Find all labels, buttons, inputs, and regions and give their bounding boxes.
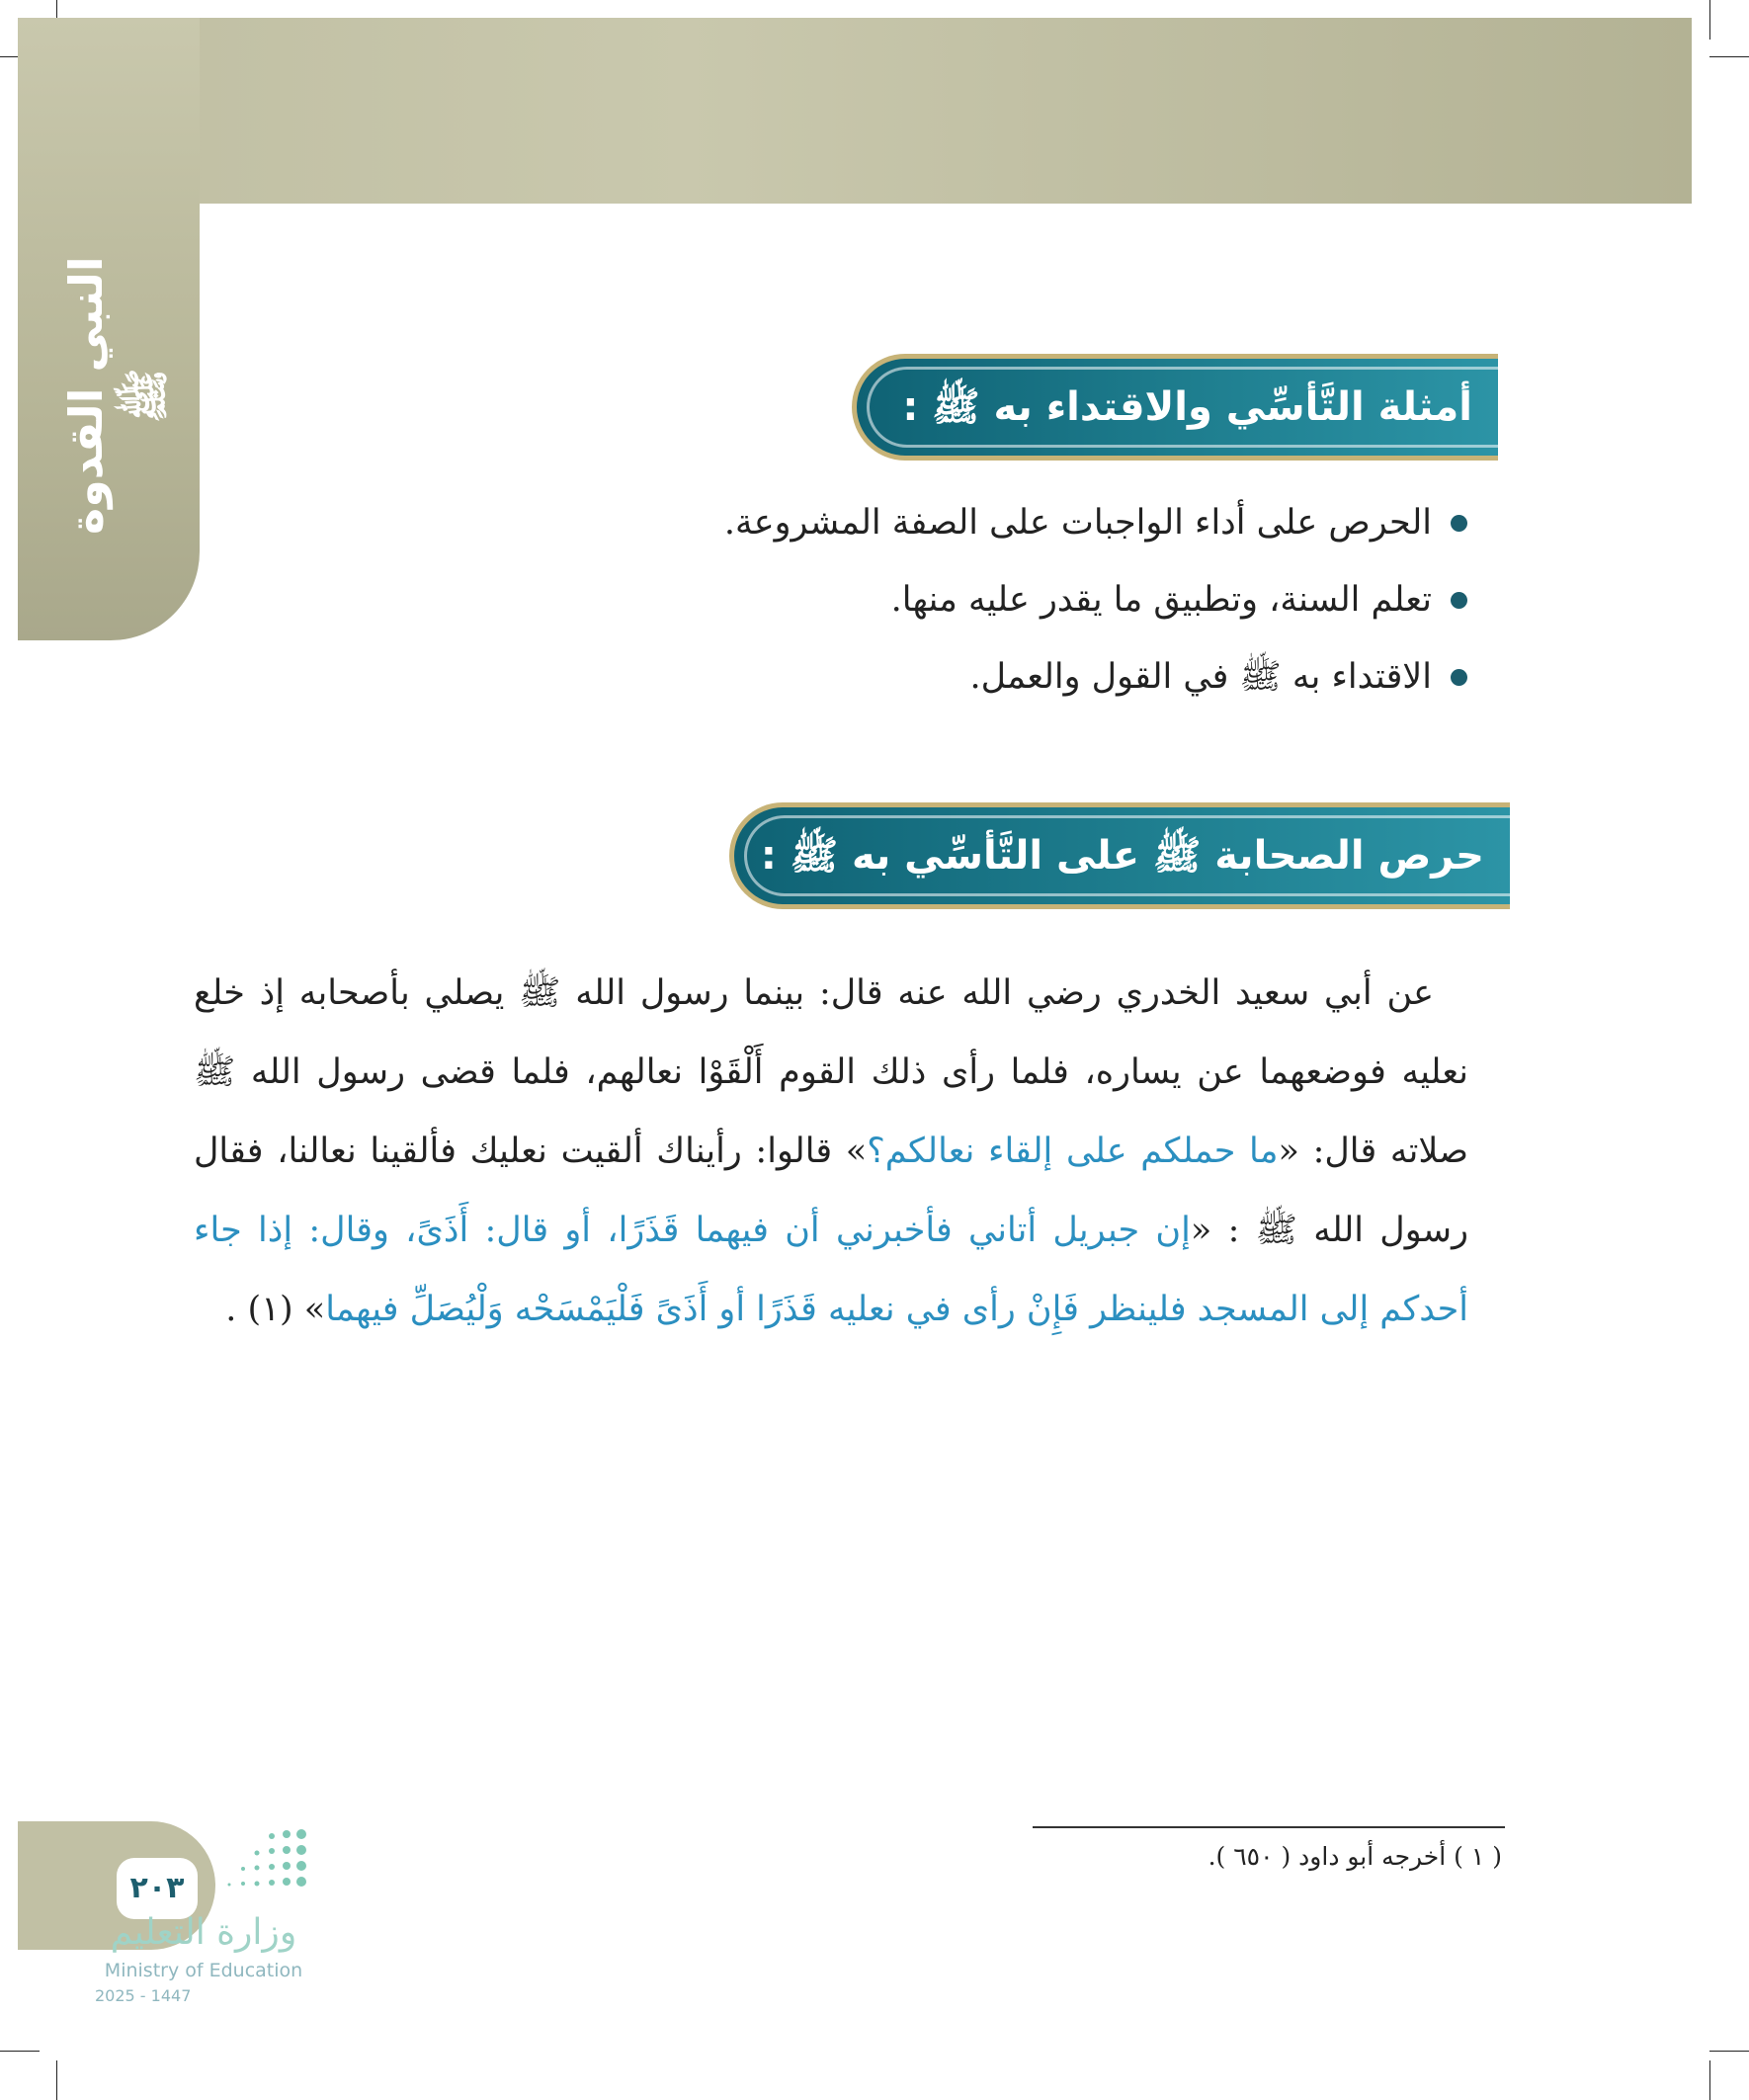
- list-item-text: تعلم السنة، وتطبيق ما يقدر عليه منها.: [890, 580, 1432, 620]
- paragraph-text: عن أبي سعيد الخدري رضي الله عنه قال: بينما رسول الله ﷺ يصلي بأصحابه إذ خلع نعليه فوضعهما عن يساره، فلما رأى ذلك القوم أَلْقَوْا نعالهم، فلما قضى رسول الله ﷺ صلاته قال: «: [194, 973, 1468, 1171]
- top-decorative-band: [18, 18, 1692, 204]
- list-item: [380, 561, 1467, 638]
- crop-mark: [1709, 56, 1749, 57]
- bullet-icon: [1451, 592, 1467, 609]
- chapter-side-title: النبي القدوة ﷺ: [59, 256, 173, 535]
- section-heading: أمثلة التَّأسِّي والاقتداء به ﷺ :: [902, 384, 1472, 430]
- crop-mark: [1709, 0, 1710, 40]
- crop-mark: [56, 2060, 57, 2100]
- section-heading-banner: [852, 354, 1498, 461]
- ministry-name-arabic: وزارة التعليم: [110, 1912, 297, 1953]
- paragraph-text: » (١) .: [225, 1290, 326, 1329]
- bullet-icon: [1451, 515, 1467, 532]
- footnote-divider: [1033, 1826, 1505, 1828]
- page-number: ٢٠٣: [117, 1858, 198, 1919]
- list-item: [380, 484, 1467, 561]
- crop-mark: [56, 0, 57, 18]
- quoted-text: ما حملكم على إلقاء نعالكم؟: [867, 1132, 1279, 1171]
- section-heading-banner: [729, 802, 1510, 909]
- bullet-list: [380, 484, 1467, 715]
- hadith-paragraph: [194, 954, 1468, 1349]
- section-heading: حرص الصحابة ﷺ على التَّأسِّي به ﷺ :: [760, 833, 1484, 879]
- crop-mark: [1709, 2060, 1710, 2100]
- crop-mark: [1709, 2051, 1749, 2052]
- list-item: [380, 638, 1467, 715]
- ministry-name-english: Ministry of Education: [104, 1960, 303, 1981]
- ministry-logo-icon: [148, 1826, 316, 1895]
- list-item-text: الحرص على أداء الواجبات على الصفة المشروعة.: [723, 503, 1432, 543]
- paragraph-text: » قالوا: رأيناك ألقيت نعليك فألقينا نعالنا، فقال رسول الله ﷺ : «: [194, 1132, 1469, 1250]
- bullet-icon: [1451, 669, 1467, 686]
- crop-mark: [0, 2051, 40, 2052]
- footnote: ( ١ ) أخرجه أبو داود ( ٦٥٠ ).: [1208, 1842, 1502, 1871]
- list-item-text: الاقتداء به ﷺ في القول والعمل.: [969, 657, 1432, 697]
- quoted-text: إن جبريل أتاني فأخبرني أن فيهما قَذَرًا، أو قال: أَذَىً، وقال: إذا جاء أحدكم إلى المسجد فلينظر فَإِنْ رأى في نعليه قَذَرًا أو أَذَىً فَلْيَمْسَحْه وَلْيُصَلِّ فيهما: [194, 1211, 1468, 1329]
- ministry-year: 2025 - 1447: [95, 1986, 192, 2005]
